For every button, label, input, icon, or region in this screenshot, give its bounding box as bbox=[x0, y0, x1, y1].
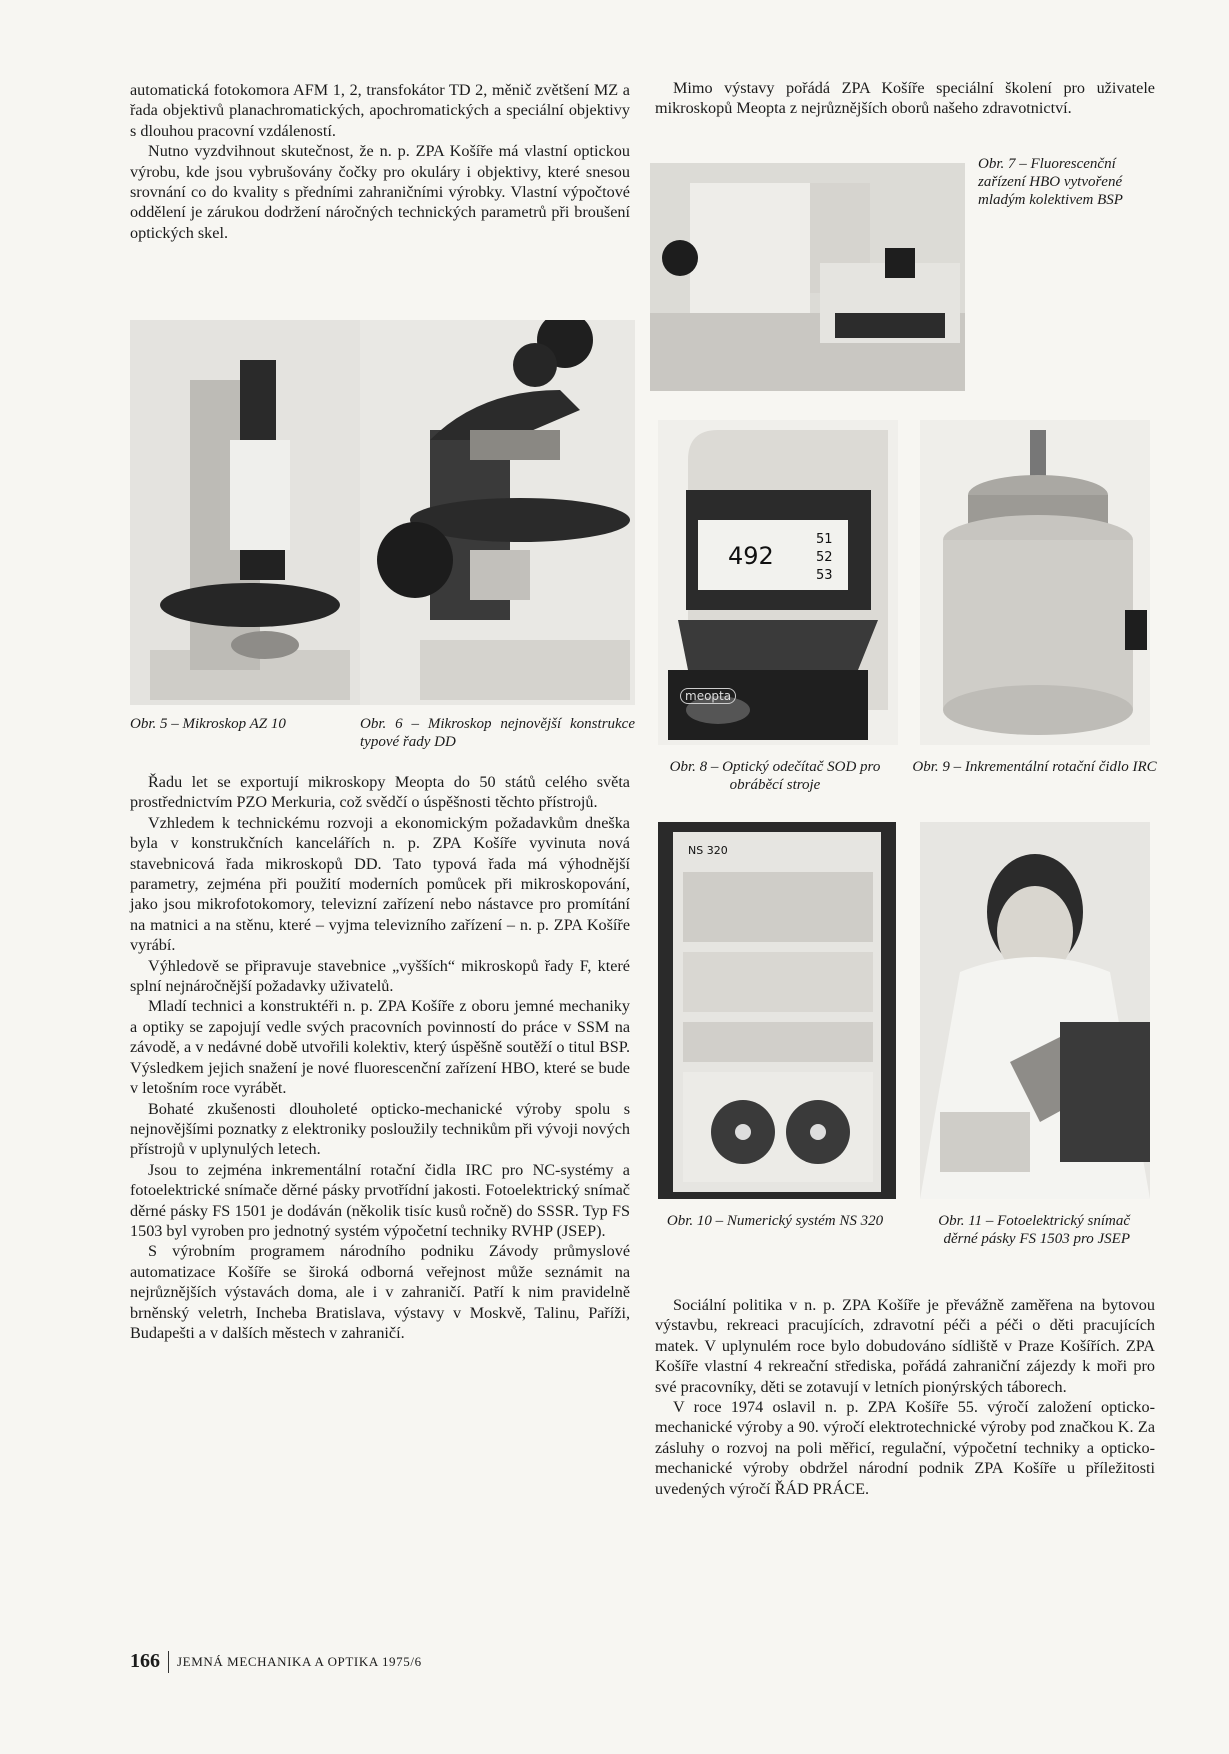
photo-tape-reader-fs1503 bbox=[920, 822, 1150, 1199]
paragraph: Bohaté zkušenosti dlouholeté opticko-mechanické výroby spolu s nejnovějšími poznatky z elektroniky posloužily technikům při vývoji nových přístrojů v uplynulých letech. bbox=[130, 1099, 630, 1159]
caption-obr9: Obr. 9 – Inkrementální rotační čidlo IRC bbox=[912, 759, 1157, 775]
meopta-logo: meopta bbox=[680, 688, 736, 704]
caption-obr11: Obr. 11 – Fotoelektrický snímač děrné pásky FS 1503 pro JSEP bbox=[938, 1213, 1130, 1247]
photo-microscope-dd bbox=[360, 320, 635, 705]
paragraph: Výhledově se připravuje stavebnice „vyšších“ mikroskopů řady F, které splní nejnáročnější požadavky uživatelů. bbox=[130, 956, 630, 996]
paragraph: V roce 1974 oslavil n. p. ZPA Košíře 55. výročí založení opticko-mechanické výroby a 90. výročí elektrotechnické výroby pod značkou K. Za zásluhy o rozvoj na poli měřicí, regulační, výpočetní techniky a opticko-mechanické výroby obdržel národní podnik ZPA Košíře u příležitosti uvedených výročí ŘÁD PRÁCE. bbox=[655, 1398, 1155, 1498]
page-number: 166 bbox=[130, 1650, 160, 1672]
caption-obr7: Obr. 7 – Fluorescenční zařízení HBO vytvořené mladým kolektivem BSP bbox=[978, 156, 1123, 208]
paragraph: Mladí technici a konstruktéři n. p. ZPA Košíře z oboru jemné mechaniky a optiky se zapojují vedle svých pracovních povinností do práce v SSM na závodě, a v nedávné době utvořili kolektiv, který úspěšně soutěží o titul BSP. Výsledkem jejich snažení je nové fluorescenční zařízení HBO, které se bude v letošním roce vyrábět. bbox=[130, 997, 630, 1098]
photo-optical-reader-sod bbox=[658, 420, 898, 745]
paragraph: Sociální politika v n. p. ZPA Košíře je převážně zaměřena na bytovou výstavbu, rekreaci pracujících, zdravotní péči a péči o děti pracujících matek. V uplynulém roce bylo dobudováno sídliště v Praze Košířích. ZPA Košíře vlastní 4 rekreační střediska, pořádá zahraniční zájezdy k moři pro své pracovníky, děti se zotavují v letních pionýrských táborech. bbox=[655, 1296, 1155, 1396]
footer-divider bbox=[168, 1651, 169, 1673]
caption-obr5: Obr. 5 – Mikroskop AZ 10 bbox=[130, 716, 286, 732]
caption-obr8: Obr. 8 – Optický odečítač SOD pro obráběcí stroje bbox=[669, 759, 881, 793]
paragraph: Jsou to zejména inkrementální rotační čidla IRC pro NC-systémy a fotoelektrické snímače děrné pásky prvotřídní jakosti. Fotoelektrický snímač děrné pásky FS 1501 je dodáván (několik tisíc kusů ročně) do SSSR. Typ FS 1503 byl vyroben pro jednotný systém výpočetní techniky RVHP (JSEP). bbox=[130, 1160, 630, 1240]
display-main-readout: 492 bbox=[728, 542, 774, 570]
paragraph: Nutno vyzdvihnout skutečnost, že n. p. ZPA Košíře má vlastní optickou výrobu, kde jsou vybrušovány čočky pro okuláry i objektivy, které snesou srovnání co do kvality s předními zahraničními výrobky. Vlastní výpočtové oddělení je zárukou dodržení náročných technických parametrů při broušení optických skel. bbox=[130, 142, 630, 242]
photo-numerical-system-ns320 bbox=[658, 822, 896, 1199]
paragraph: Řadu let se exportují mikroskopy Meopta do 50 států celého světa prostřednictvím PZO Merkuria, což svědčí o úspěšnosti těchto přístrojů. bbox=[130, 773, 630, 812]
right-bottom-text bbox=[655, 1295, 1155, 1499]
paragraph: Vzhledem k technickému rozvoji a ekonomickým požadavkům dneška byla v konstrukčních kancelářích n. p. ZPA Košíře vyvinuta nová stavebnicová řada mikroskopů DD. Tato typová řada má výhodnější parametry, zejména při použití moderních pomůcek při mikroskopování, jako jsou mikrofotokomory, televizní zařízení nebo nástavce pro promítání na matnici a na stěnu, které – vyjma televizního zařízení – n. p. ZPA Košíře vyrábí. bbox=[130, 813, 630, 955]
display-digit-2: 52 bbox=[816, 550, 833, 565]
journal-name: JEMNÁ MECHANIKA A OPTIKA 1975/6 bbox=[177, 1653, 422, 1669]
caption-obr6: Obr. 6 – Mikroskop nejnovější konstrukce typové řady DD bbox=[360, 716, 635, 750]
page-footer bbox=[130, 1650, 422, 1673]
photo-microscope-az10 bbox=[130, 320, 360, 705]
photo-rotary-sensor-irc bbox=[920, 420, 1150, 745]
photo-fluorescence-hbo bbox=[650, 163, 965, 391]
display-digit-1: 51 bbox=[816, 532, 833, 547]
paragraph: S výrobním programem národního podniku Závody průmyslové automatizace Košíře se široká odborná veřejnost může seznámit na nejrůznějších výstavách doma, ale i v zahraničí. Patří k nim pravidelně brněnský veletrh, Incheba Bratislava, výstavy v Moskvě, Talinu, Paříži, Budapešti a v dalších městech v zahraničí. bbox=[130, 1242, 630, 1342]
paragraph: Mimo výstavy pořádá ZPA Košíře speciální školení pro uživatele mikroskopů Meopta z nejrůznějších oborů našeho zdravotnictví. bbox=[655, 79, 1155, 118]
paragraph: automatická fotokomora AFM 1, 2, transfokátor TD 2, měnič zvětšení MZ a řada objektivů planachromatických, apochromatických a speciální objektivy s dlouhou pracovní vzdáleností. bbox=[130, 81, 630, 140]
left-bottom-text bbox=[130, 772, 630, 1343]
right-top-text bbox=[655, 78, 1155, 119]
ns320-label: NS 320 bbox=[688, 844, 728, 857]
display-digit-3: 53 bbox=[816, 568, 833, 583]
left-top-text bbox=[130, 80, 630, 243]
caption-obr10: Obr. 10 – Numerický systém NS 320 bbox=[666, 1213, 884, 1229]
